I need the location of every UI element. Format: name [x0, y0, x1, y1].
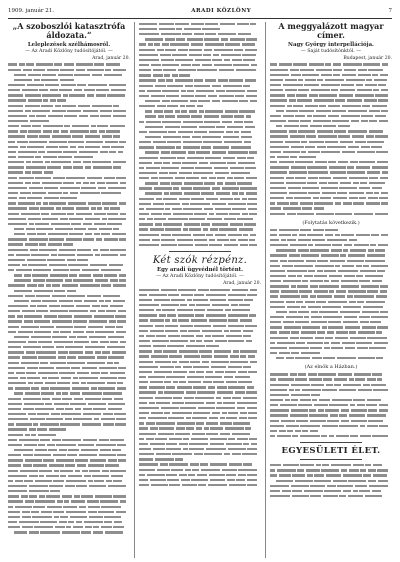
text-line [270, 372, 392, 377]
article-3-byline: — Saját tudósítónktól. — [300, 49, 362, 54]
text-line [270, 331, 392, 336]
text-line [139, 228, 261, 233]
text-line [8, 356, 130, 361]
text-line [270, 99, 392, 104]
header-paper-name: ARADI KÖZLÖNY [191, 8, 252, 14]
text-line [139, 43, 261, 48]
article-3-body-a [270, 63, 392, 217]
text-line [139, 115, 261, 120]
text-line [270, 290, 392, 295]
column-3 [270, 22, 392, 558]
text-line [270, 284, 392, 289]
text-line [139, 391, 261, 396]
text-line [8, 314, 130, 319]
article-1-dateline: Arad, január 20. [92, 55, 130, 61]
text-line [270, 63, 392, 68]
text-line [270, 129, 392, 134]
text-line [139, 181, 261, 186]
text-line [8, 350, 130, 355]
article-3-title: A meggyalázott magyar címer. [278, 22, 384, 40]
text-line [139, 319, 261, 324]
text-line [139, 145, 261, 150]
text-line [139, 421, 261, 426]
text-line [8, 494, 130, 499]
text-line [8, 201, 130, 206]
page-header [8, 4, 392, 19]
text-line [270, 474, 392, 479]
text-line [8, 500, 130, 505]
text-line [270, 165, 392, 170]
article-separator-2 [300, 442, 362, 443]
article-3-dateline: Budapest, január 20. [343, 55, 392, 61]
text-line [139, 187, 261, 192]
text-line [270, 494, 392, 499]
article-4-title: EGYESÜLETI ÉLET. [281, 446, 381, 457]
article-2-body [139, 288, 261, 488]
text-line [139, 427, 261, 432]
text-line [139, 151, 261, 156]
article-2-subtitle: Egy aradi ügyvédnél történt. [157, 267, 243, 274]
text-line [8, 320, 130, 325]
text-line [270, 378, 392, 383]
article-1-body [8, 63, 130, 536]
article-2-title: Két szók rézpénz. [152, 255, 248, 267]
column-2 [139, 22, 261, 558]
text-line [8, 464, 130, 469]
article-2-byline: — Az Aradi Közlöny tudósítójától. — [156, 274, 244, 280]
text-line [139, 385, 261, 390]
article-3-body-c [270, 372, 392, 439]
text-line [8, 386, 130, 391]
text-line [139, 79, 261, 84]
text-line [270, 254, 392, 259]
text-line [139, 349, 261, 354]
article-3-section-a: (Folytatás következik.) [302, 219, 360, 226]
text-line [8, 279, 130, 284]
text-line [270, 135, 392, 140]
article-separator [169, 251, 231, 252]
article-3-body-b [270, 228, 392, 362]
article-3-subtitle: Nagy György interpellációja. [288, 42, 374, 48]
article-1-subtitle: Leleplezések szélhámosról. [27, 42, 111, 48]
text-line [270, 248, 392, 253]
text-line [8, 458, 130, 463]
text-line [139, 222, 261, 227]
text-line [8, 237, 130, 242]
text-line [139, 483, 261, 488]
text-line [8, 93, 130, 98]
header-page-number: 7 [388, 8, 392, 14]
text-line [8, 392, 130, 397]
text-line [139, 463, 261, 468]
text-line [270, 212, 392, 217]
text-line [8, 422, 130, 427]
article-2-dateline: Arad, január 20. [223, 280, 261, 286]
text-line [139, 109, 261, 114]
column-rule-1 [134, 22, 135, 558]
text-line [270, 356, 392, 361]
text-line [8, 207, 130, 212]
article-4-body [270, 463, 392, 499]
text-line [8, 273, 130, 278]
text-line [270, 93, 392, 98]
text-line [8, 530, 130, 535]
text-line [270, 414, 392, 419]
text-line [139, 243, 261, 248]
text-line [270, 325, 392, 330]
article-1-byline: — Az Aradi Közlöny tudósítójától. — [25, 49, 113, 54]
article-continued-body [139, 22, 261, 248]
text-line [139, 313, 261, 318]
text-line [270, 434, 392, 439]
text-line [8, 135, 130, 140]
article-3-section-b: (Az elnök a Házban.) [304, 364, 358, 371]
text-line [139, 355, 261, 360]
column-1 [8, 22, 130, 558]
text-line [270, 171, 392, 176]
text-line [8, 129, 130, 134]
text-line [270, 468, 392, 473]
header-date: 1909. január 21. [8, 8, 54, 14]
article-separator-3 [300, 459, 362, 460]
text-line [139, 37, 261, 42]
text-line [8, 165, 130, 170]
column-rule-2 [265, 22, 266, 558]
article-1-title: „A szoboszlói katasztrófa áldozata.“ [12, 22, 126, 40]
text-line [270, 408, 392, 413]
text-line [8, 63, 130, 68]
text-line [270, 201, 392, 206]
